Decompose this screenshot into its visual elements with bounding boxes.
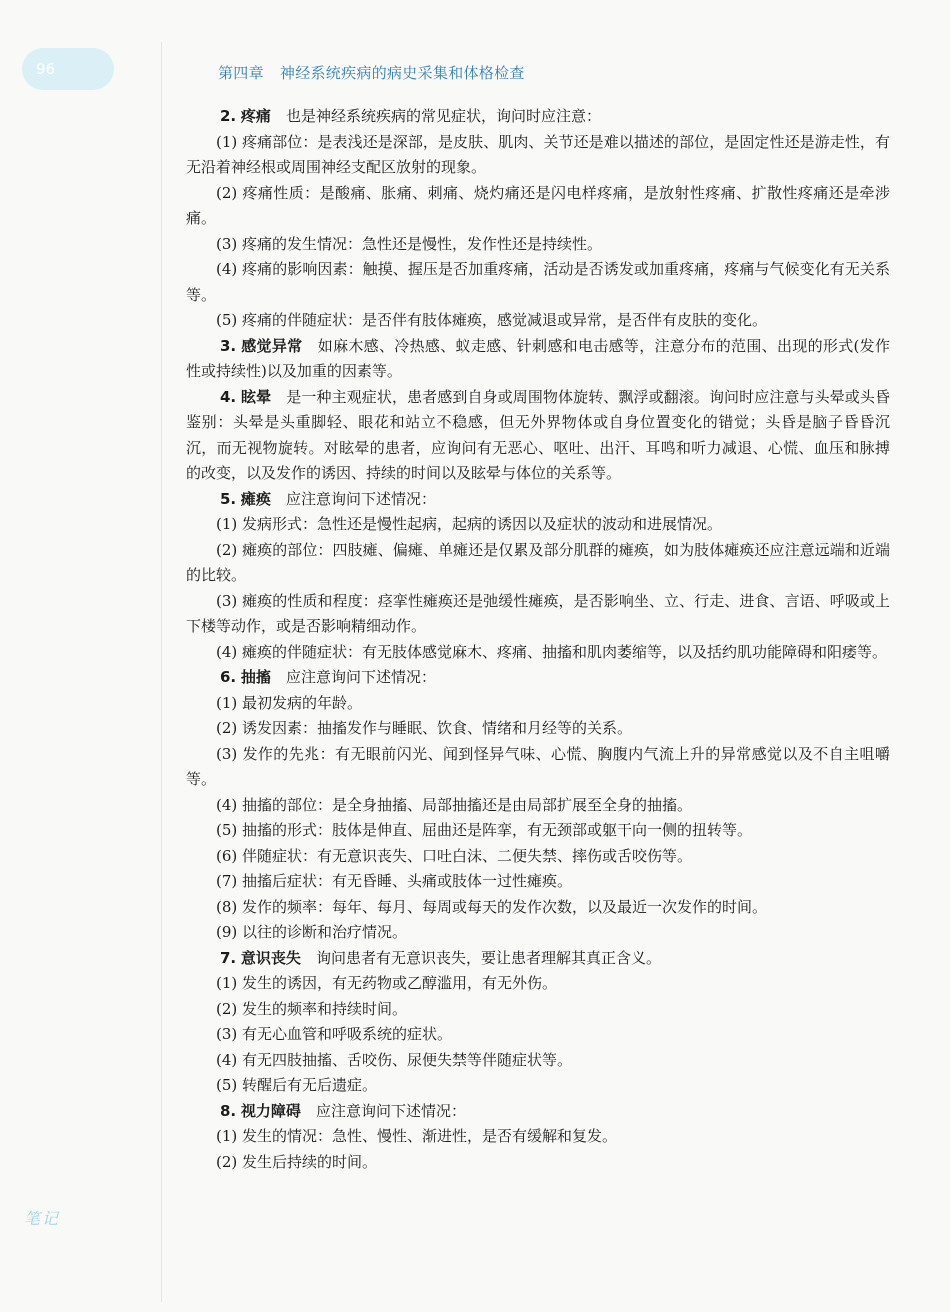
section-number: 2. [220,107,237,125]
notes-margin-label: 笔记 [24,1209,61,1228]
section-intro: 应注意询问下述情况： [315,1101,466,1120]
section-title: 视力障碍 [240,1101,301,1120]
section-number: 6. [220,668,237,686]
section-heading-paragraph [186,1099,890,1125]
list-item: (2) 疼痛性质：是酸痛、胀痛、刺痛、烧灼痛还是闪电样疼痛，是放射性疼痛、扩散性疼痛还是牵涉痛。 [186,183,890,227]
section-title: 意识丧失 [240,948,301,967]
list-item: (1) 发生的诱因，有无药物或乙醇滥用，有无外伤。 [216,974,558,992]
section-title: 抽搐 [240,668,271,686]
list-item: (1) 疼痛部位：是表浅还是深部，是皮肤、肌肉、关节还是难以描述的部位，是固定性还是游走性，有无沿着神经根或周围神经支配区放射的现象。 [186,132,890,176]
list-item: (2) 诱发因素：抽搐发作与睡眠、饮食、情绪和月经等的关系。 [216,719,633,737]
list-item: (1) 最初发病的年龄。 [216,693,363,712]
section-title: 感觉异常 [241,336,303,355]
list-item: (4) 瘫痪的伴随症状：有无肢体感觉麻木、疼痛、抽搐和肌肉萎缩等，以及括约肌功能障碍和阳痿等。 [216,642,888,661]
list-item: (6) 伴随症状：有无意识丧失、口吐白沫、二便失禁、摔伤或舌咬伤等。 [216,846,693,865]
list-item: (3) 瘫痪的性质和程度：痉挛性瘫痪还是弛缓性瘫痪，是否影响坐、立、行走、进食、言语、呼吸或上下楼等动作，或是否影响精细动作。 [186,591,890,635]
list-item: (3) 有无心血管和呼吸系统的症状。 [216,1025,453,1043]
section-title: 瘫痪 [240,489,271,508]
chapter-title: 神经系统疾病的病史采集和体格检查 [279,64,525,82]
list-item: (2) 瘫痪的部位：四肢瘫、偏瘫、单瘫还是仅累及部分肌群的瘫痪，如为肢体瘫痪还应注意远端和近端的比较。 [186,540,890,584]
section-number: 7. [220,948,237,967]
list-item: (3) 疼痛的发生情况：急性还是慢性，发作性还是持续性。 [216,234,603,253]
section-intro: 应注意询问下述情况： [285,489,436,508]
list-item: (3) 发作的先兆：有无眼前闪光、闻到怪异气味、心慌、胸腹内气流上升的异常感觉以及不自主咀嚼等。 [186,744,890,788]
list-item: (5) 抽搐的形式：肢体是伸直、屈曲还是阵挛，有无颈部或躯干向一侧的扭转等。 [216,821,753,839]
margin-divider [161,42,162,1302]
list-item: (5) 转醒后有无后遗症。 [216,1076,378,1094]
section-heading-paragraph [186,487,890,513]
list-item: (4) 有无四肢抽搐、舌咬伤、尿便失禁等伴随症状等。 [216,1050,573,1069]
list-item: (2) 发生的频率和持续时间。 [216,999,408,1018]
section-title: 眩晕 [241,387,272,406]
section-intro: 是一种主观症状，患者感到自身或周围物体旋转、飘浮或翻滚。询问时应注意与头晕或头昏鉴别：头晕是头重脚轻、眼花和站立不稳感，但无外界物体或自身位置变化的错觉；头昏是脑子昏昏沉沉，而无视物旋转。对眩晕的患者，应询问有无恶心、呕吐、出汗、耳鸣和听力减退、心慌、血压和脉搏的改变，以及发作的诱因、持续的时间以及眩晕与体位的关系等。 [186,387,890,482]
list-item: (2) 发生后持续的时间。 [216,1152,378,1171]
section-intro: 应注意询问下述情况： [285,668,436,686]
section-title: 疼痛 [240,107,271,125]
list-item: (8) 发作的频率：每年、每月、每周或每天的发作次数，以及最近一次发作的时间。 [216,897,768,916]
section-intro: 也是神经系统疾病的常见症状，询问时应注意： [285,107,601,125]
list-item: (5) 疼痛的伴随症状：是否伴有肢体瘫痪，感觉减退或异常，是否伴有皮肤的变化。 [216,311,768,329]
section-number: 4. [220,387,237,406]
section-number: 3. [220,336,237,355]
section-heading-paragraph [186,385,890,487]
list-item: (4) 抽搐的部位：是全身抽搐、局部抽搐还是由局部扩展至全身的抽搐。 [216,795,693,814]
list-item: (9) 以往的诊断和治疗情况。 [216,923,408,941]
list-item: (4) 疼痛的影响因素：触摸、握压是否加重疼痛，活动是否诱发或加重疼痛，疼痛与气候变化有无关系等。 [186,260,890,304]
section-number: 8. [220,1101,237,1120]
section-heading-paragraph [186,946,890,972]
section-intro: 如麻木感、冷热感、蚁走感、针刺感和电击感等，注意分布的范围、出现的形式(发作性或持续性)以及加重的因素等。 [186,336,890,380]
section-number: 5. [220,489,237,508]
page-number-badge: 96 [22,48,114,90]
page-body [186,104,890,1175]
list-item: (1) 发生的情况：急性、慢性、渐进性，是否有缓解和复发。 [216,1127,618,1145]
section-heading-paragraph [186,665,890,691]
section-intro: 询问患者有无意识丧失，要让患者理解其真正含义。 [315,948,661,967]
section-heading-paragraph [186,334,890,385]
section-heading-paragraph [186,104,890,130]
chapter-header [218,62,525,83]
list-item: (1) 发病形式：急性还是慢性起病，起病的诱因以及症状的波动和进展情况。 [216,515,723,533]
chapter-number: 第四章 [218,64,264,82]
list-item: (7) 抽搐后症状：有无昏睡、头痛或肢体一过性瘫痪。 [216,872,573,890]
